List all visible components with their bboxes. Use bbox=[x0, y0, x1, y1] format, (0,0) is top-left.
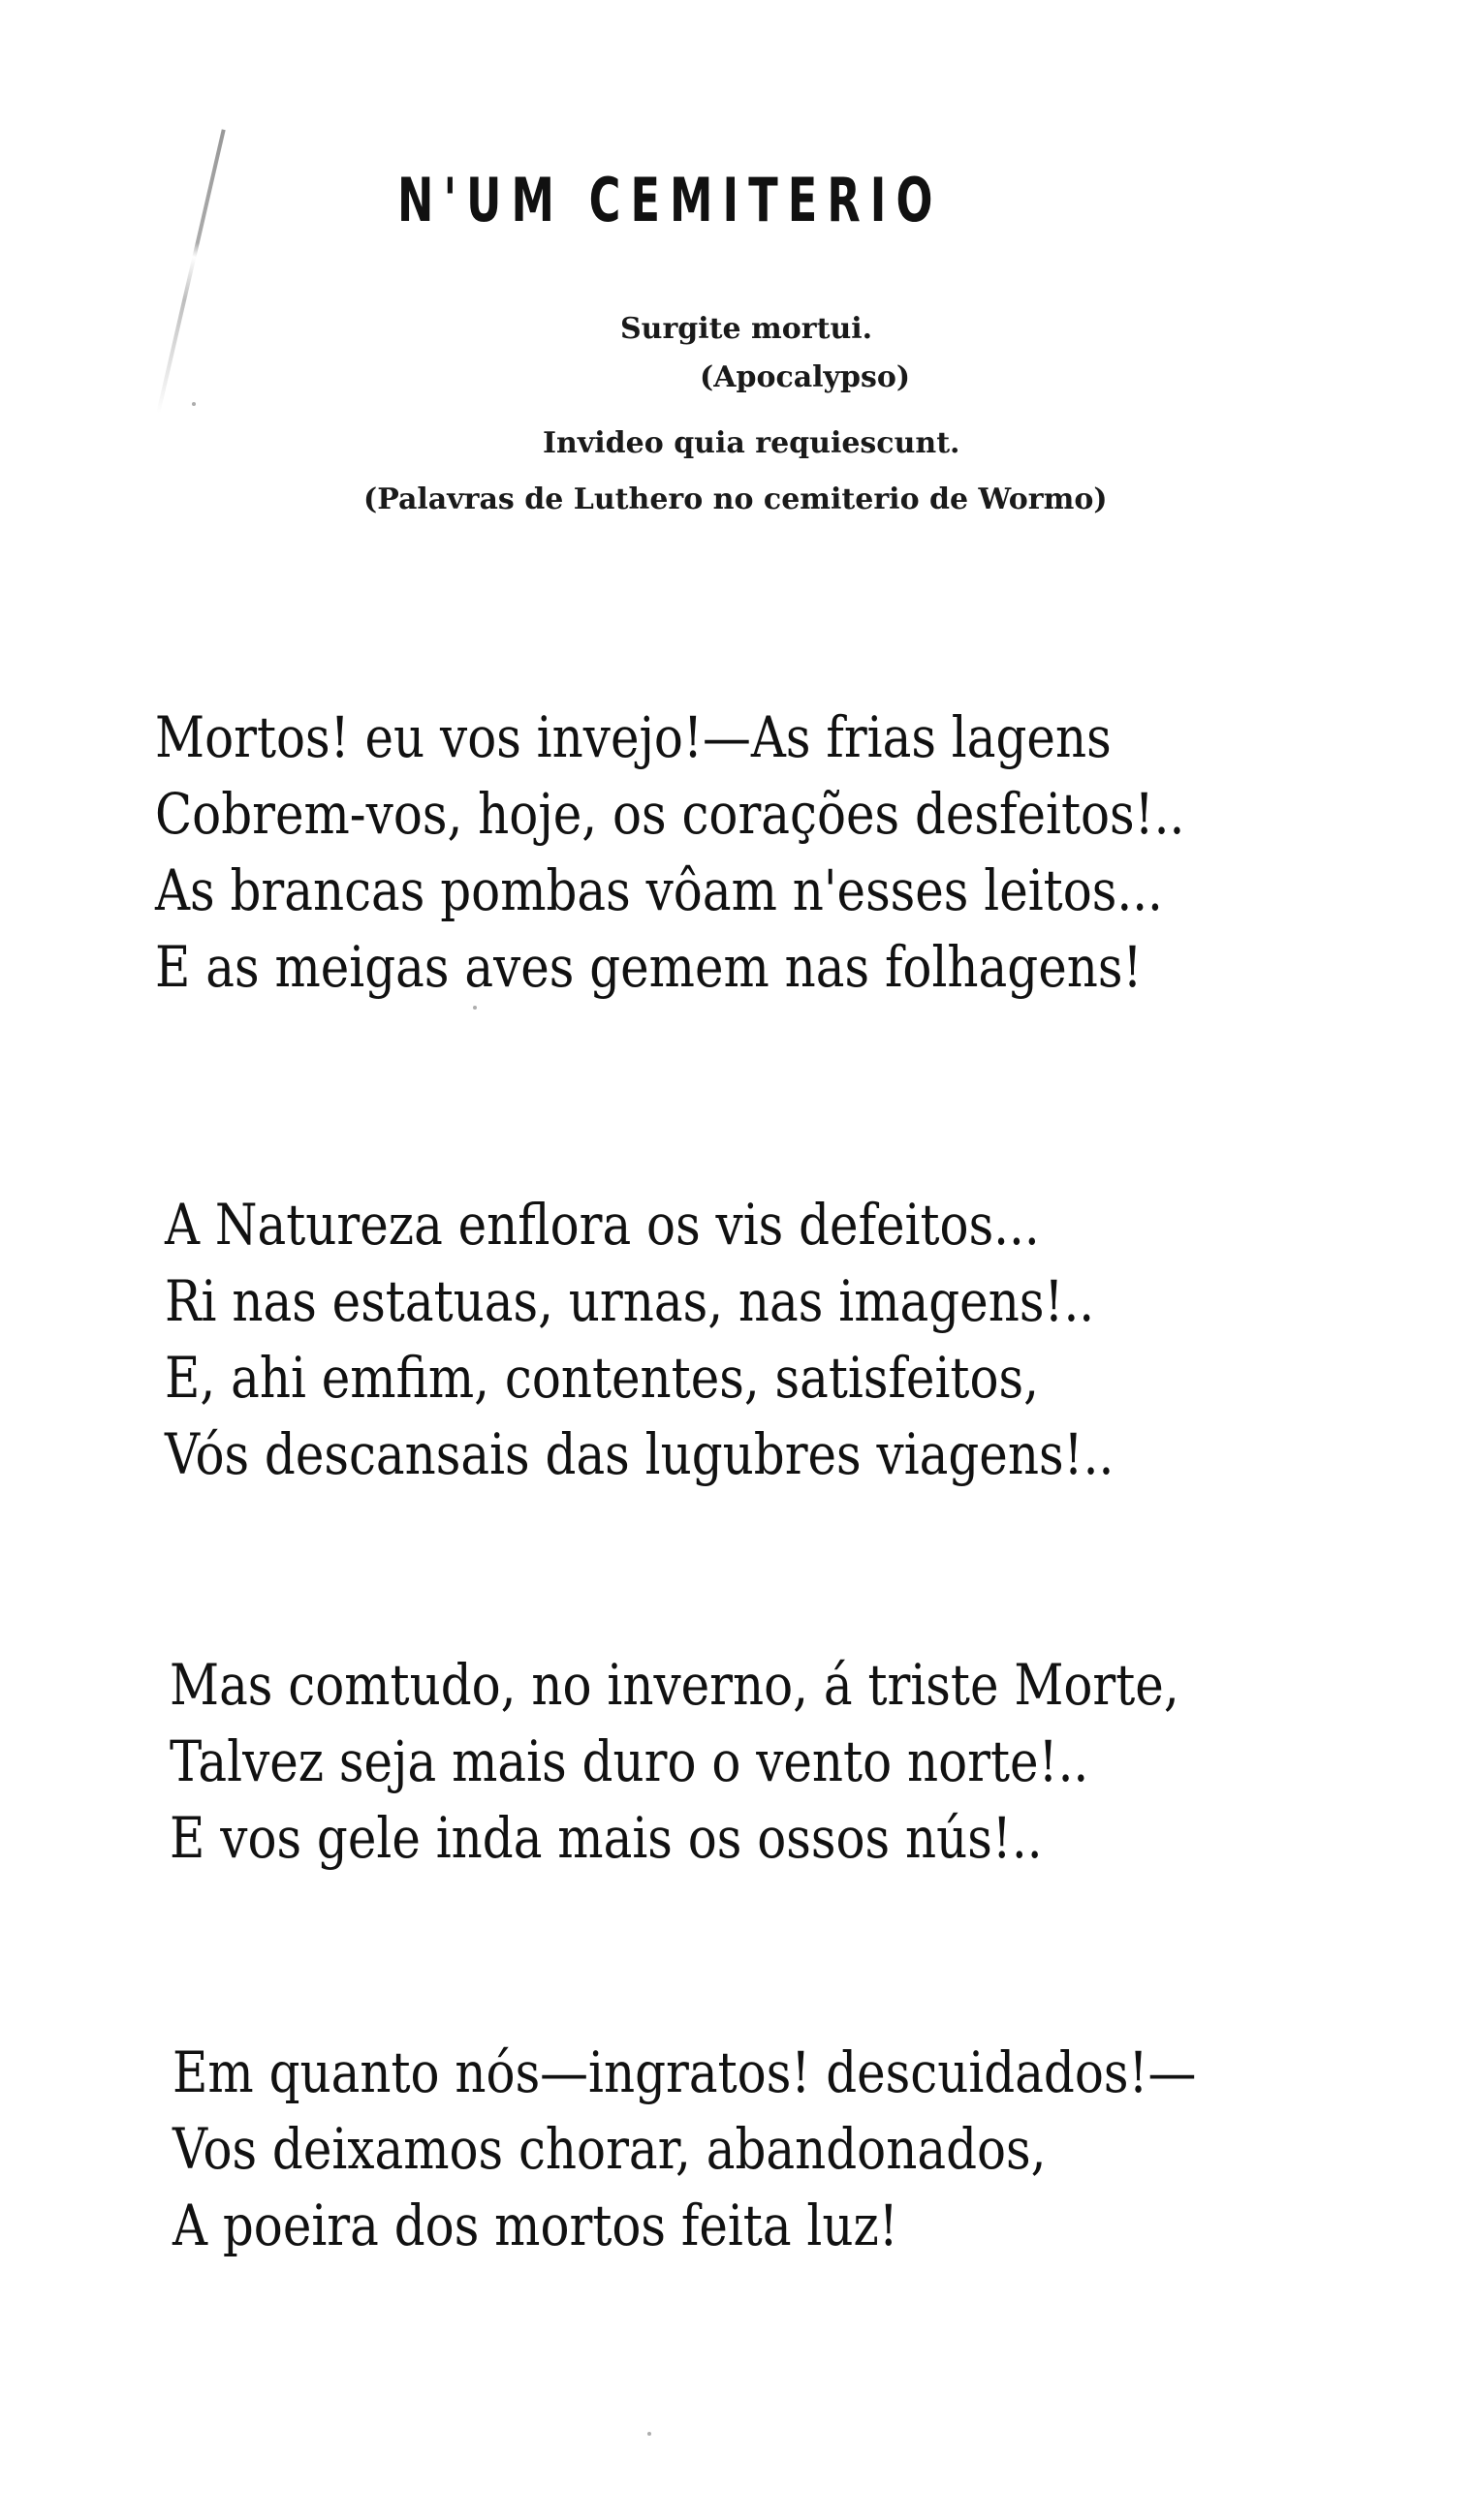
verse-line: Ri nas estatuas, urnas, nas imagens!.. bbox=[165, 1268, 1095, 1334]
ink-speck bbox=[473, 1006, 477, 1010]
verse-line: E as meigas aves gemem nas folhagens! bbox=[155, 934, 1143, 1000]
epigraph-line: Invideo quia requiescunt. bbox=[543, 426, 960, 460]
verse-line: A poeira dos mortos feita luz! bbox=[173, 2193, 898, 2258]
epigraph-source: (Palavras de Luthero no cemiterio de Wormo) bbox=[363, 482, 1108, 516]
verse-line: Vós descansais das lugubres viagens!.. bbox=[165, 1421, 1115, 1487]
stanza-1 bbox=[155, 700, 1352, 1006]
verse-line: Mas comtudo, no inverno, á triste Morte, bbox=[170, 1652, 1179, 1718]
epigraph-source: (Apocalypso) bbox=[700, 360, 911, 394]
verse-line: As brancas pombas vôam n'esses leitos... bbox=[155, 857, 1163, 923]
epigraph-line: Surgite mortui. bbox=[620, 312, 873, 346]
verse-line: Vos deixamos chorar, abandonados, bbox=[173, 2116, 1047, 2182]
stanza-4 bbox=[173, 2035, 1363, 2264]
verse-line: Cobrem-vos, hoje, os corações desfeitos!.. bbox=[155, 781, 1185, 847]
verse-line: Mortos! eu vos invejo!—As frias lagens bbox=[155, 704, 1112, 770]
poem-title: N'UM CEMITERIO bbox=[397, 165, 943, 235]
verse-line: Em quanto nós—ingratos! descuidados!— bbox=[173, 2039, 1197, 2105]
stanza-2 bbox=[165, 1187, 1269, 1493]
ink-speck bbox=[192, 402, 196, 406]
pencil-mark bbox=[156, 129, 225, 413]
verse-line: E vos gele inda mais os ossos nús!.. bbox=[170, 1805, 1043, 1871]
ink-speck bbox=[647, 2432, 651, 2436]
verse-line: E, ahi emfim, contentes, satisfeitos, bbox=[165, 1345, 1039, 1411]
stanza-3 bbox=[170, 1647, 1343, 1877]
verse-line: Talvez seja mais duro o vento norte!.. bbox=[170, 1728, 1089, 1794]
verse-line: A Natureza enflora os vis defeitos... bbox=[165, 1192, 1040, 1258]
